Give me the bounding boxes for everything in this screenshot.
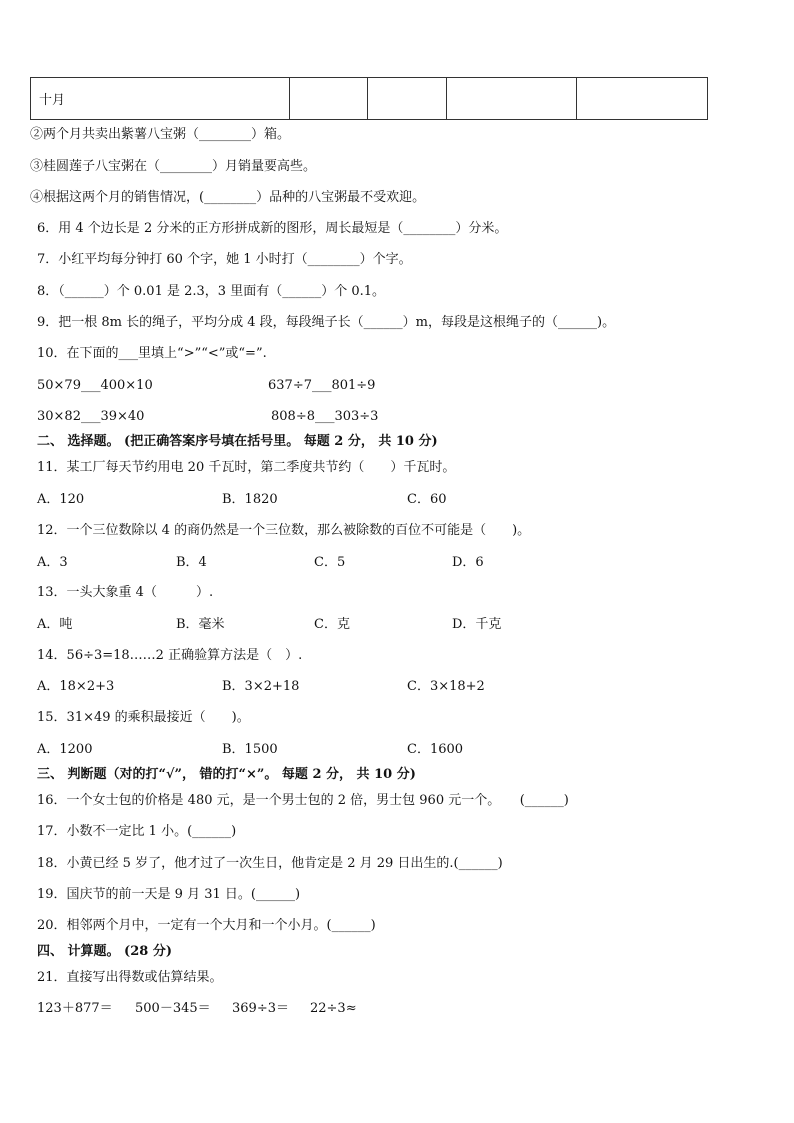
question-10: 10．在下面的___里填上“>”“<”或“=”.: [37, 346, 267, 361]
question-5-3: ③桂圆莲子八宝粥在（________）月销量要高些。: [30, 159, 317, 174]
q13-option-c: C．克: [314, 617, 350, 632]
sales-table: [30, 77, 708, 120]
question-11: 11．某工厂每天节约用电 20 千瓦时，第二季度共节约（ ）千瓦时。: [37, 460, 456, 475]
question-21: 21．直接写出得数或估算结果。: [37, 970, 223, 985]
q11-option-a: A．120: [37, 492, 85, 507]
table-row: [31, 78, 708, 120]
q10-item-a: 50×79___400×10: [37, 378, 153, 393]
q14-option-c: C．3×18+2: [407, 679, 485, 694]
question-13: 13．一头大象重 4（ ）.: [37, 585, 214, 600]
section-4-heading: 四、 计算题。 (28 分): [37, 944, 172, 959]
question-15: 15．31×49 的乘积最接近（ )。: [37, 710, 250, 725]
table-cell: [447, 78, 577, 120]
question-9: 9．把一根 8m 长的绳子，平均分成 4 段，每段绳子长（______）m，每段是这根绳子的（______)。: [37, 315, 616, 330]
question-5-4: ④根据这两个月的销售情况，(________）品种的八宝粥最不受欢迎。: [30, 190, 426, 205]
q12-option-a: A．3: [37, 555, 68, 570]
q12-option-d: D．6: [452, 555, 484, 570]
q10-item-b: 637÷7___801÷9: [268, 378, 376, 393]
question-14: 14．56÷3=18……2 正确验算方法是（ ）.: [37, 648, 303, 663]
row-label-october: 十月: [31, 78, 290, 120]
q11-option-c: C．60: [407, 492, 447, 507]
q13-option-d: D．千克: [452, 617, 502, 632]
table-cell: [368, 78, 447, 120]
q12-option-b: B．4: [176, 555, 207, 570]
table-cell: [290, 78, 368, 120]
section-3-heading: 三、 判断题（对的打“√”， 错的打“×”。 每题 2 分， 共 10 分): [37, 767, 416, 782]
q21-item-4: 22÷3≈: [310, 1001, 357, 1016]
q10-item-c: 30×82___39×40: [37, 409, 145, 424]
question-12: 12．一个三位数除以 4 的商仍然是一个三位数，那么被除数的百位不可能是（ )。: [37, 523, 531, 538]
question-20: 20．相邻两个月中，一定有一个大月和一个小月。(______): [37, 918, 376, 933]
q14-option-a: A．18×2+3: [37, 679, 115, 694]
question-19: 19．国庆节的前一天是 9 月 31 日。(______): [37, 887, 301, 902]
q13-option-b: B．毫米: [176, 617, 225, 632]
table-cell: [577, 78, 708, 120]
q15-option-b: B．1500: [222, 742, 278, 757]
q15-option-c: C．1600: [407, 742, 464, 757]
question-8: 8．（______）个 0.01 是 2.3，3 里面有（______）个 0.1。: [37, 284, 385, 299]
question-18: 18．小黄已经 5 岁了，他才过了一次生日，他肯定是 2 月 29 日出生的.(______): [37, 856, 503, 871]
question-5-2: ②两个月共卖出紫薯八宝粥（________）箱。: [30, 127, 291, 142]
q11-option-b: B．1820: [222, 492, 278, 507]
question-16: 16．一个女士包的价格是 480 元，是一个男士包的 2 倍，男士包 960 元一个。 (______): [37, 793, 569, 808]
q13-option-a: A．吨: [37, 617, 73, 632]
q21-item-3: 369÷3＝: [232, 1001, 289, 1016]
question-7: 7．小红平均每分钟打 60 个字，她 1 小时打（________）个字。: [37, 252, 412, 267]
q12-option-c: C．5: [314, 555, 346, 570]
question-17: 17．小数不一定比 1 小。(______): [37, 824, 237, 839]
q10-item-d: 808÷8___303÷3: [271, 409, 379, 424]
q14-option-b: B．3×2+18: [222, 679, 300, 694]
q15-option-a: A．1200: [37, 742, 93, 757]
q21-item-2: 500－345＝: [135, 1001, 211, 1016]
q21-item-1: 123＋877＝: [37, 1001, 113, 1016]
section-2-heading: 二、 选择题。 (把正确答案序号填在括号里。 每题 2 分， 共 10 分): [37, 434, 438, 449]
question-6: 6．用 4 个边长是 2 分米的正方形拼成新的图形，周长最短是（________）分米。: [37, 221, 508, 236]
